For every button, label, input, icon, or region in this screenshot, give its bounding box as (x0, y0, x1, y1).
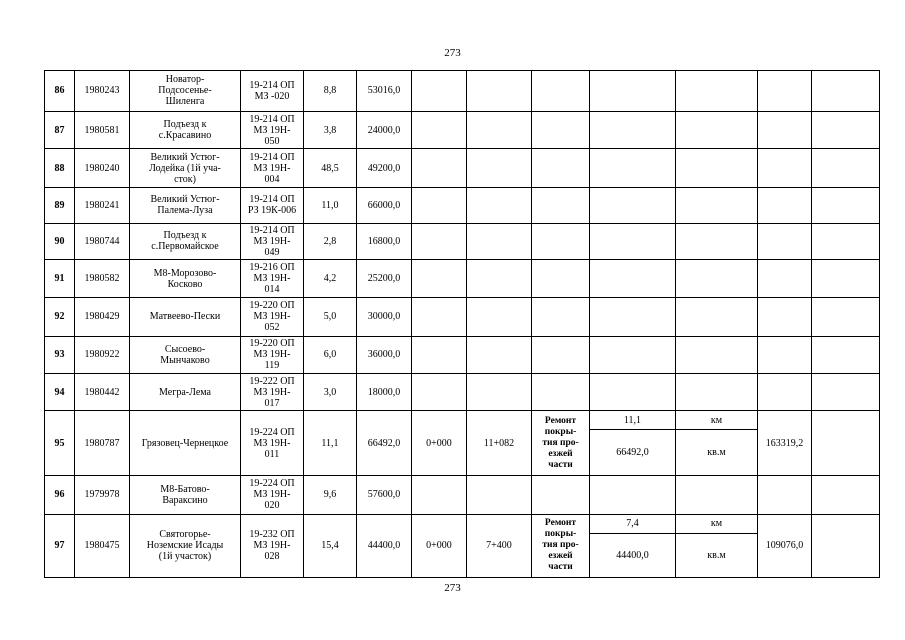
cell-empty (758, 111, 812, 149)
cell-n: 95 (45, 410, 75, 475)
cell-empty (590, 260, 676, 298)
cell-empty (758, 260, 812, 298)
cell-len: 2,8 (304, 223, 357, 260)
cell-len: 3,0 (304, 374, 357, 411)
cell-n: 88 (45, 149, 75, 188)
cell-reg: 19-224 ОП МЗ 19Н- 020 (241, 476, 304, 515)
cell-len: 8,8 (304, 71, 357, 112)
cell-cost: 66492,0 (357, 410, 412, 475)
cell-name: Мегра-Лема (130, 374, 241, 411)
cell-code: 1980582 (75, 260, 130, 298)
cell-empty (812, 223, 880, 260)
cell-len: 48,5 (304, 149, 357, 188)
cell-empty (467, 188, 532, 224)
cell-code: 1980581 (75, 111, 130, 149)
cell-empty (676, 188, 758, 224)
cell-empty (532, 111, 590, 149)
cell-cost: 44400,0 (357, 514, 412, 577)
cell-code: 1980241 (75, 188, 130, 224)
cell-km-to: 7+400 (467, 514, 532, 577)
cell-volume-area: 44400,0 (590, 534, 676, 578)
cell-reg: 19-214 ОП МЗ 19Н- 050 (241, 111, 304, 149)
cell-n: 93 (45, 336, 75, 374)
cell-volume-km: 7,4 (590, 514, 676, 533)
cell-empty (590, 336, 676, 374)
cell-reg: 19-232 ОП МЗ 19Н- 028 (241, 514, 304, 577)
cell-empty (812, 149, 880, 188)
cell-empty (412, 188, 467, 224)
table-row (45, 336, 880, 374)
cell-cost: 36000,0 (357, 336, 412, 374)
cell-code: 1980429 (75, 297, 130, 336)
cell-empty (590, 297, 676, 336)
cell-empty (532, 223, 590, 260)
cell-len: 6,0 (304, 336, 357, 374)
table-row (45, 188, 880, 224)
cell-empty (676, 297, 758, 336)
cell-name: М8-Морозово- Косково (130, 260, 241, 298)
cell-empty (676, 374, 758, 411)
cell-work-type: Ремонт покры- тия про- езжей части (532, 410, 590, 475)
cell-n: 94 (45, 374, 75, 411)
cell-empty (532, 260, 590, 298)
table-row (45, 223, 880, 260)
cell-name: Новатор- Подсосенье- Шиленга (130, 71, 241, 112)
cell-empty (758, 336, 812, 374)
cell-empty (676, 476, 758, 515)
cell-name: Матвеево-Пески (130, 297, 241, 336)
cell-empty (812, 410, 880, 475)
cell-empty (812, 71, 880, 112)
cell-n: 97 (45, 514, 75, 577)
cell-empty (676, 223, 758, 260)
cell-volume-area: 66492,0 (590, 430, 676, 476)
table-body (45, 71, 880, 578)
cell-cost: 66000,0 (357, 188, 412, 224)
cell-empty (590, 188, 676, 224)
cell-cost: 24000,0 (357, 111, 412, 149)
cell-n: 89 (45, 188, 75, 224)
cell-empty (758, 149, 812, 188)
cell-code: 1980442 (75, 374, 130, 411)
cell-cost: 57600,0 (357, 476, 412, 515)
cell-len: 11,0 (304, 188, 357, 224)
cell-empty (412, 260, 467, 298)
cell-unit-km: км (676, 514, 758, 533)
table-row (45, 260, 880, 298)
cell-name: Подъезд к с.Красавино (130, 111, 241, 149)
cell-empty (812, 514, 880, 577)
cell-code: 1980744 (75, 223, 130, 260)
cell-n: 90 (45, 223, 75, 260)
cell-n: 92 (45, 297, 75, 336)
cell-empty (467, 374, 532, 411)
cell-name: Великий Устюг- Палема-Луза (130, 188, 241, 224)
cell-empty (532, 297, 590, 336)
cell-work-type: Ремонт покры- тия про- езжей части (532, 514, 590, 577)
cell-empty (412, 476, 467, 515)
cell-code: 1980243 (75, 71, 130, 112)
cell-empty (467, 260, 532, 298)
cell-empty (812, 297, 880, 336)
table-row (45, 111, 880, 149)
cell-name: М8-Батово- Вараксино (130, 476, 241, 515)
cell-len: 9,6 (304, 476, 357, 515)
cell-total: 109076,0 (758, 514, 812, 577)
cell-empty (412, 111, 467, 149)
cell-unit-km: км (676, 410, 758, 429)
cell-empty (590, 149, 676, 188)
cell-empty (812, 260, 880, 298)
cell-empty (412, 223, 467, 260)
cell-reg: 19-220 ОП МЗ 19Н- 119 (241, 336, 304, 374)
cell-code: 1980475 (75, 514, 130, 577)
cell-empty (467, 476, 532, 515)
cell-cost: 18000,0 (357, 374, 412, 411)
cell-n: 91 (45, 260, 75, 298)
table-row (45, 297, 880, 336)
cell-empty (590, 71, 676, 112)
cell-reg: 19-214 ОП МЗ 19Н- 049 (241, 223, 304, 260)
cell-empty (412, 336, 467, 374)
cell-unit-area: кв.м (676, 534, 758, 578)
cell-n: 86 (45, 71, 75, 112)
cell-empty (412, 149, 467, 188)
cell-empty (676, 149, 758, 188)
page-number-bottom: 273 (444, 582, 461, 594)
cell-reg: 19-220 ОП МЗ 19Н- 052 (241, 297, 304, 336)
cell-empty (532, 336, 590, 374)
cell-empty (812, 336, 880, 374)
cell-empty (758, 223, 812, 260)
table-row (45, 514, 880, 533)
cell-n: 96 (45, 476, 75, 515)
cell-km-from: 0+000 (412, 410, 467, 475)
table-row (45, 149, 880, 188)
road-register-table (44, 70, 880, 578)
cell-reg: 19-214 ОП МЗ 19Н- 004 (241, 149, 304, 188)
cell-km-to: 11+082 (467, 410, 532, 475)
cell-reg: 19-222 ОП МЗ 19Н- 017 (241, 374, 304, 411)
cell-n: 87 (45, 111, 75, 149)
cell-empty (676, 111, 758, 149)
cell-reg: 19-214 ОП РЗ 19К-006 (241, 188, 304, 224)
cell-cost: 30000,0 (357, 297, 412, 336)
cell-empty (590, 111, 676, 149)
cell-empty (812, 111, 880, 149)
cell-code: 1979978 (75, 476, 130, 515)
cell-code: 1980787 (75, 410, 130, 475)
cell-empty (532, 188, 590, 224)
cell-cost: 25200,0 (357, 260, 412, 298)
cell-empty (758, 476, 812, 515)
cell-empty (676, 336, 758, 374)
cell-code: 1980240 (75, 149, 130, 188)
cell-empty (590, 476, 676, 515)
table-row (45, 410, 880, 429)
cell-name: Подъезд к с.Первомайское (130, 223, 241, 260)
cell-len: 11,1 (304, 410, 357, 475)
cell-empty (590, 223, 676, 260)
cell-empty (532, 71, 590, 112)
cell-empty (758, 374, 812, 411)
cell-empty (467, 71, 532, 112)
table-row (45, 476, 880, 515)
cell-cost: 53016,0 (357, 71, 412, 112)
table-row (45, 374, 880, 411)
cell-len: 4,2 (304, 260, 357, 298)
cell-name: Великий Устюг- Лодейка (1й уча- сток) (130, 149, 241, 188)
cell-len: 5,0 (304, 297, 357, 336)
cell-reg: 19-214 ОП МЗ -020 (241, 71, 304, 112)
cell-code: 1980922 (75, 336, 130, 374)
cell-unit-area: кв.м (676, 430, 758, 476)
cell-reg: 19-224 ОП МЗ 19Н- 011 (241, 410, 304, 475)
cell-empty (532, 476, 590, 515)
cell-empty (467, 149, 532, 188)
cell-name: Сысоево- Мынчаково (130, 336, 241, 374)
cell-empty (532, 149, 590, 188)
cell-empty (676, 260, 758, 298)
cell-empty (467, 297, 532, 336)
cell-reg: 19-216 ОП МЗ 19Н- 014 (241, 260, 304, 298)
cell-empty (758, 71, 812, 112)
cell-empty (467, 223, 532, 260)
cell-cost: 16800,0 (357, 223, 412, 260)
cell-name: Грязовец-Чернецкое (130, 410, 241, 475)
cell-empty (467, 111, 532, 149)
cell-total: 163319,2 (758, 410, 812, 475)
cell-empty (812, 188, 880, 224)
cell-empty (532, 374, 590, 411)
cell-empty (758, 297, 812, 336)
cell-volume-km: 11,1 (590, 410, 676, 429)
page-number-top: 273 (444, 47, 461, 59)
cell-empty (412, 297, 467, 336)
cell-empty (590, 374, 676, 411)
cell-empty (812, 374, 880, 411)
cell-empty (467, 336, 532, 374)
cell-len: 3,8 (304, 111, 357, 149)
cell-len: 15,4 (304, 514, 357, 577)
cell-empty (758, 188, 812, 224)
cell-name: Святогорье- Ноземские Исады (1й участок) (130, 514, 241, 577)
cell-empty (412, 71, 467, 112)
table-row (45, 71, 880, 112)
cell-km-from: 0+000 (412, 514, 467, 577)
cell-empty (676, 71, 758, 112)
cell-empty (812, 476, 880, 515)
cell-cost: 49200,0 (357, 149, 412, 188)
cell-empty (412, 374, 467, 411)
